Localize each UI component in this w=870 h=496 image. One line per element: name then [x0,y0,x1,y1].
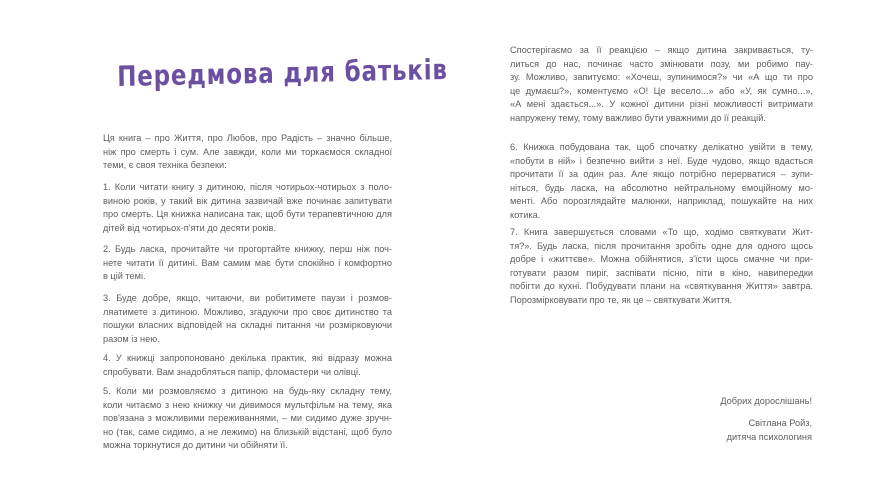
text-line: разом із нею. [103,333,160,344]
text-line: литься до нас, починає часто змінювати позу, ми робимо пау- [510,58,813,69]
text-line: готувати разом пиріг, заспівати пісню, піти в кіно, навипередки [510,267,813,278]
text-line: дітей від чотирьох-п'яти до десяти років. [103,222,276,233]
text-line: но (так, саме сидимо, а не лежимо) на близькій відстані, щоб було [103,426,392,437]
text-line: 1. Коли читати книгу з дитиною, після чотирьох-чотирьох з поло- [103,182,392,192]
paragraph-3 [103,292,392,346]
text-line: про смерть. Ця книжка написана так, щоб бути терапевтичною для [103,209,392,220]
paragraph-2 [103,243,392,284]
paragraph-7 [510,226,813,308]
text-line: в цій темі. [103,271,146,282]
author-signature [727,417,812,444]
text-line: це думаєш?», коментуємо «О! Це весело...» або «У, як сумно...», [510,85,813,96]
greeting [720,395,812,409]
text-line: менті. Або порозглядайте малюнки, наприклад, пошукайте на них [510,196,813,207]
paragraph-1 [103,181,392,235]
text-line: Спостерігаємо за її реакцією – якщо дитина закривається, ту- [510,45,813,55]
text-line: 3. Буде добре, якщо, читаючи, ви робитимете паузи і розмов- [103,293,392,303]
text-line: пошуки власних відповідей на складні питання чи розмірковуючи [103,320,392,331]
paragraph-5 [103,385,392,453]
text-line: можна торкнутися до дитини чи обійняти її. [103,440,288,451]
author-role: дитяча психологиня [726,431,812,442]
text-line: 5. Коли ми розмовляємо з дитиною на будь-яку складну тему, [103,386,392,396]
text-line: «побути в ній» і безпечно вийти з неї. Буде чудово, якщо вдасться [510,155,813,166]
text-line: напружену тему, тому важливо бути уважними до її реакцій. [510,112,766,123]
text-line: 6. Книжка побудована так, щоб спочатку делікатно увійти в тему, [510,142,813,152]
text-line: котика. [510,209,541,220]
page-title: Передмова для батьків [117,52,448,93]
greeting-text: Добрих дорослішань! [720,396,812,406]
text-line: прочитати її за один раз. Але якщо потрібно перерватися – зупи- [510,169,813,180]
intro-paragraph [103,132,392,173]
text-line: ніж про смерть і сум. Але завжди, коли ми торкаємося складної [103,146,392,157]
text-line: ніться, будь ласка, на абсолютно нейтральному емоційному мо- [510,182,813,193]
paragraph-4 [103,352,392,379]
text-line: зу. Можливо, запитуємо: «Хочеш, зупинимося?» чи «А що ти про [510,72,813,83]
text-line: Ця книга – про Життя, про Любов, про Радість – значно більше, [103,133,392,143]
author-name: Світлана Ройз, [748,418,812,428]
text-line: ляатимете з дитиною. Можливо, згадуючи про своє дитинство та [103,306,392,317]
text-line: виною років, у такий вік дитина зазвичай вже починає запитувати [103,195,392,206]
paragraph-6 [510,141,813,223]
paragraph-continued [510,44,813,126]
text-line: пов'язана з можливими переживаннями, – ми сидимо дуже зручн- [103,413,392,424]
text-line: 7. Книга завершується словами «То що, ходімо святкувати Жит- [510,227,813,237]
text-line: 4. У книжці запропоновано декілька практик, які відразу можна [103,353,392,363]
text-line: коли читаємо з нею книжку чи дивимося мультфільм на тему, яка [103,399,392,410]
text-line: побігти до кухні. Побудувати плани на «святкування Життя» завтра. [510,281,813,292]
text-line: нете читати її дитині. Вам самим має бути спокійно і комфортно [103,257,392,268]
text-line: добре і «життєве». Можна обійнятися, з'їсти щось смачне чи при- [510,254,813,265]
text-line: 2. Будь ласка, прочитайте чи прогортайте книжку, перш ніж поч- [103,244,392,254]
text-line: Порозмірковувати про те, як це – святкувати Життя. [510,294,733,305]
text-line: теми, є своя техніка безпеки: [103,160,227,171]
text-line: тя?». Будь ласка, після прочитання зробіть одне для одного щось [510,240,813,251]
text-line: спробувати. Вам знадобляться папір, фломастери чи олівці. [103,366,361,377]
text-line: «А мені здається...». У кожної дитини різні можливості витримати [510,99,813,110]
